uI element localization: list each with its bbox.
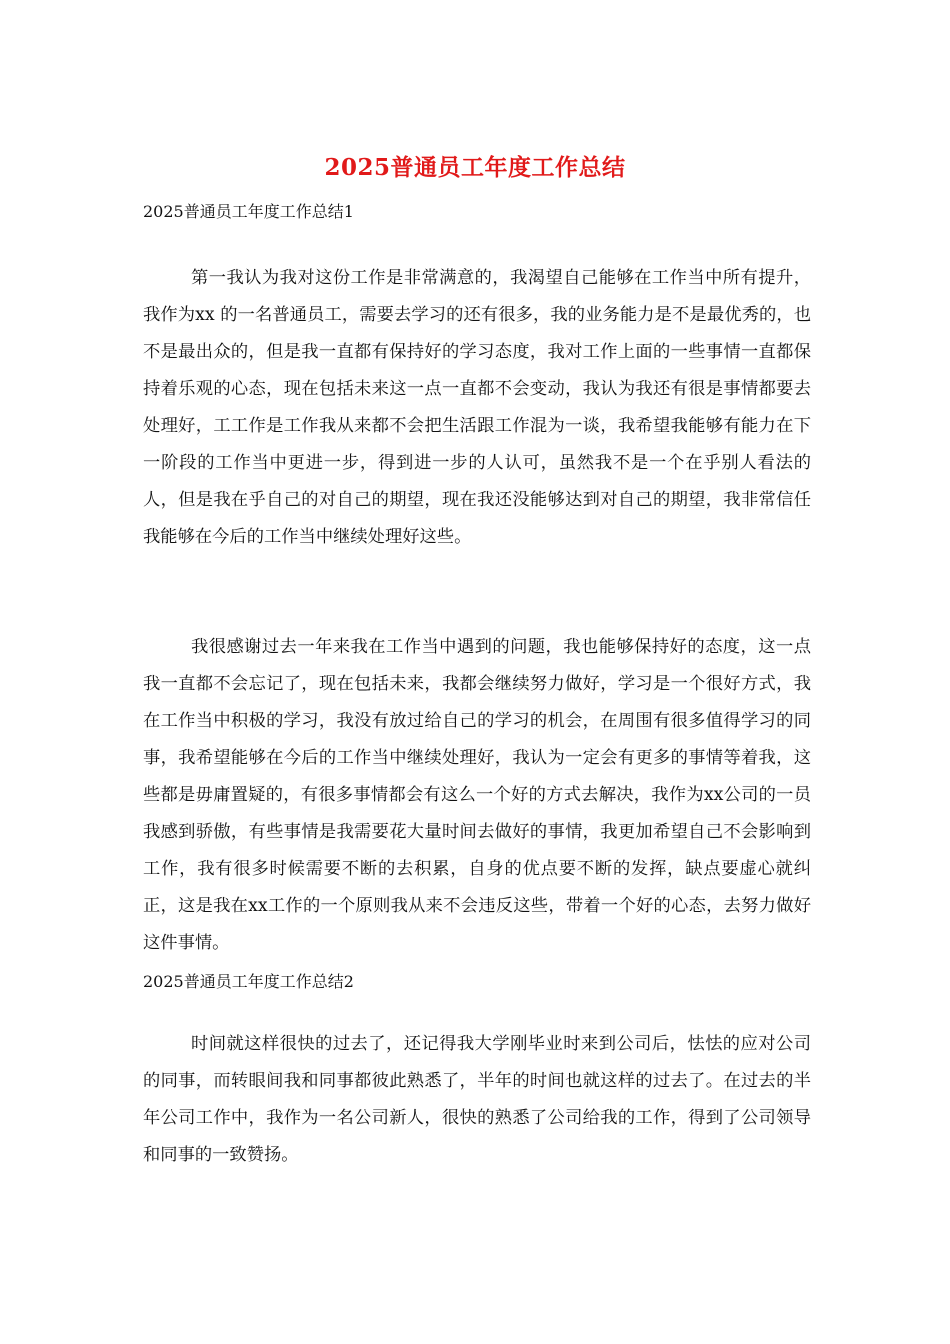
document-title: 2025普通员工年度工作总结 [324,154,626,181]
paragraph-2: 我很感谢过去一年来我在工作当中遇到的问题，我也能够保持好的态度，这一点我一直都不会忘记了，现在包括未来，我都会继续努力做好，学习是一个很好方式，我在工作当中积极的学习，我没有放过给自己的学习的机会，在周围有很多值得学习的同事，我希望能够在今后的工作当中继续处理好，我认为一定会有更多的事情等着我，这些都是毋庸置疑的，有很多事情都会有这么一个好的方式去解决，我作为xx公司的一员我感到骄傲，有些事情是我需要花大量时间去做好的事情，我更加希望自己不会影响到工作，我有很多时候需要不断的去积累，自身的优点要不断的发挥，缺点要虚心就纠正，这是我在xx工作的一个原则我从来不会违反这些，带着一个好的心态，去努力做好这件事情。 [143,637,811,953]
paragraph-3: 时间就这样很快的过去了，还记得我大学刚毕业时来到公司后，怯怯的应对公司的同事，而转眼间我和同事都彼此熟悉了，半年的时间也就这样的过去了。在过去的半年公司工作中，我作为一名公司新人，很快的熟悉了公司给我的工作，得到了公司领导和同事的一致赞扬。 [143,1034,811,1165]
section-heading-1: 2025普通员工年度工作总结1 [143,202,354,221]
section-heading-2: 2025普通员工年度工作总结2 [143,972,354,991]
paragraph-1: 第一我认为我对这份工作是非常满意的，我渴望自己能够在工作当中所有提升，我作为xx 的一名普通员工，需要去学习的还有很多，我的业务能力是不是最优秀的，也不是最出众的，但是我一直都有保持好的学习态度，我对工作上面的一些事情一直都保持着乐观的心态，现在包括未来这一点一直都不会变动，我认为我还有很是事情都要去处理好，工工作是工作我从来都不会把生活跟工作混为一谈，我希望我能够有能力在下一阶段的工作当中更进一步，得到进一步的人认可，虽然我不是一个在乎别人看法的人，但是我在乎自己的对自己的期望，现在我还没能够达到对自己的期望，我非常信任我能够在今后的工作当中继续处理好这些。 [143,268,811,547]
